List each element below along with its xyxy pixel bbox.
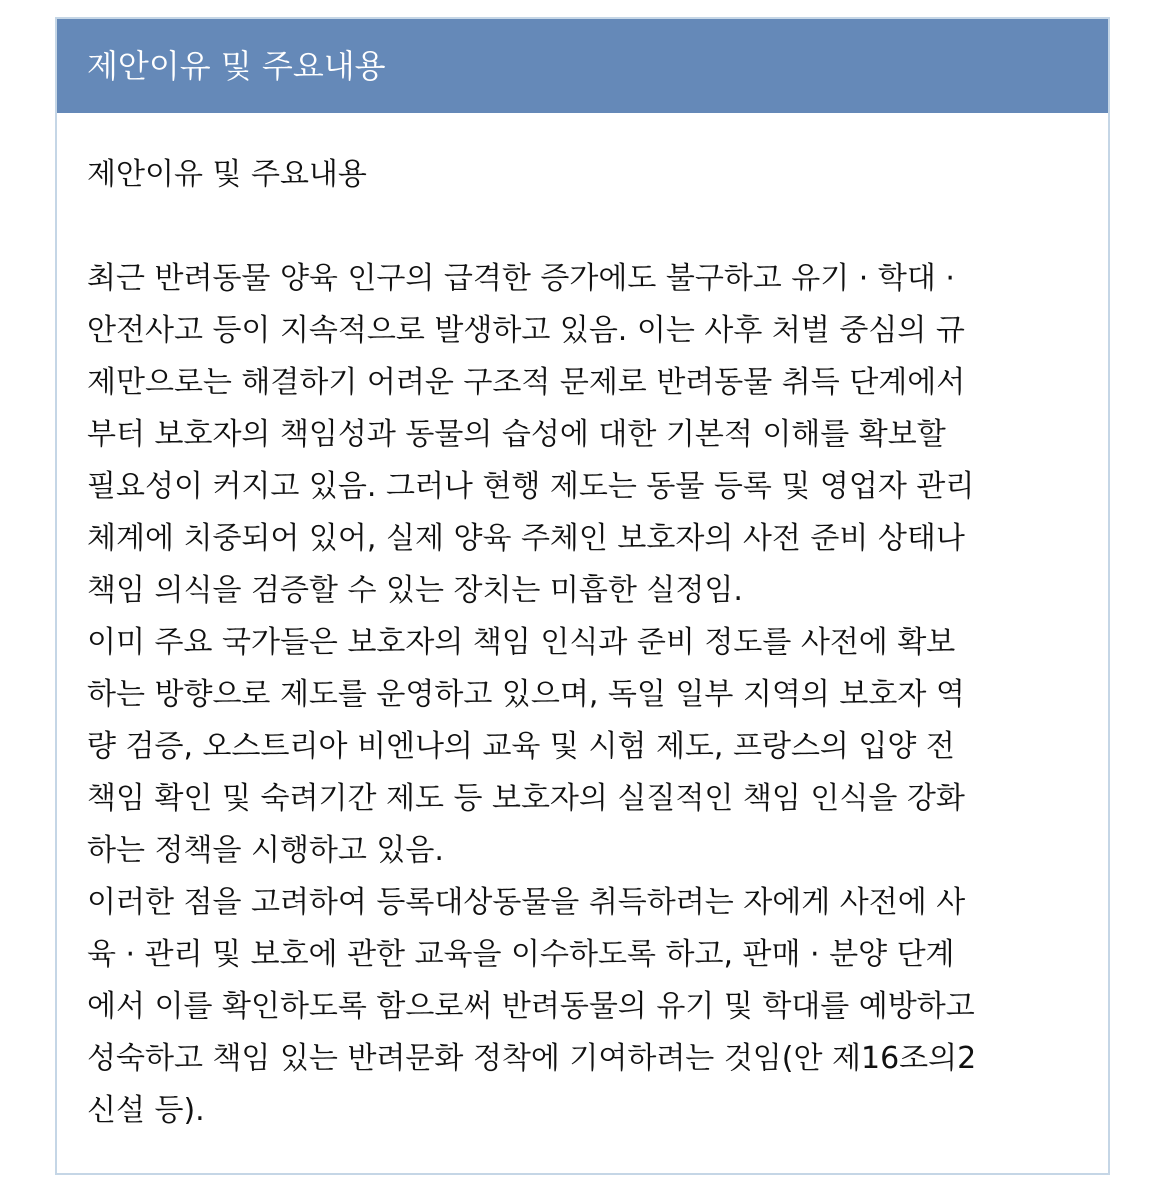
body-text <box>87 253 1108 1137</box>
text-line: 이러한 점을 고려하여 등록대상동물을 취득하려는 자에게 사전에 사 <box>87 885 966 920</box>
text-line: 하는 정책을 시행하고 있음. <box>87 833 444 868</box>
text-line: 체계에 치중되어 있어, 실제 양육 주체인 보호자의 사전 준비 상태나 <box>87 521 965 556</box>
text-line: 량 검증, 오스트리아 비엔나의 교육 및 시험 제도, 프랑스의 입양 전 <box>87 729 955 764</box>
text-line: 육 · 관리 및 보호에 관한 교육을 이수하도록 하고, 판매 · 분양 단계 <box>87 937 955 972</box>
text-line: 제만으로는 해결하기 어려운 구조적 문제로 반려동물 취득 단계에서 <box>87 365 966 400</box>
panel-header: 제안이유 및 주요내용 <box>57 19 1108 113</box>
proposal-reason-panel <box>55 17 1110 1175</box>
text-line: 최근 반려동물 양육 인구의 급격한 증가에도 불구하고 유기 · 학대 · <box>87 261 955 296</box>
text-line: 신설 등). <box>87 1093 205 1128</box>
text-line: 성숙하고 책임 있는 반려문화 정착에 기여하려는 것임(안 제16조의2 <box>87 1041 977 1076</box>
text-line: 책임 의식을 검증할 수 있는 장치는 미흡한 실정임. <box>87 573 743 608</box>
text-line: 하는 방향으로 제도를 운영하고 있으며, 독일 일부 지역의 보호자 역 <box>87 677 965 712</box>
text-line: 부터 보호자의 책임성과 동물의 습성에 대한 기본적 이해를 확보할 <box>87 417 946 452</box>
text-line: 안전사고 등이 지속적으로 발생하고 있음. 이는 사후 처벌 중심의 규 <box>87 313 965 348</box>
panel-content <box>57 113 1108 1137</box>
text-line: 필요성이 커지고 있음. 그러나 현행 제도는 동물 등록 및 영업자 관리 <box>87 469 975 504</box>
text-line: 에서 이를 확인하도록 함으로써 반려동물의 유기 및 학대를 예방하고 <box>87 989 975 1024</box>
content-title: 제안이유 및 주요내용 <box>87 157 367 192</box>
text-line: 책임 확인 및 숙려기간 제도 등 보호자의 실질적인 책임 인식을 강화 <box>87 781 965 816</box>
text-line: 이미 주요 국가들은 보호자의 책임 인식과 준비 정도를 사전에 확보 <box>87 625 956 660</box>
